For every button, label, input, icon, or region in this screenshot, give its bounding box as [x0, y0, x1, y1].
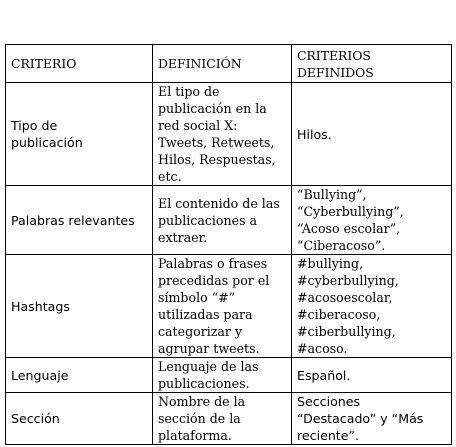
cell-line: símbolo “#” — [158, 290, 236, 305]
cell-definicion — [153, 83, 292, 186]
table-row — [6, 83, 452, 186]
table-row — [6, 358, 452, 393]
cell-line: agrupar tweets. — [158, 341, 260, 356]
header-criterios-definidos — [292, 45, 452, 83]
header-definicion: DEFINICIÓN — [153, 45, 292, 83]
table-row — [6, 255, 452, 358]
cell-line: etc. — [158, 169, 182, 184]
cell-line: #cyberbullying, — [297, 273, 399, 288]
cell-line: Español. — [297, 367, 351, 383]
cell-criterio — [6, 83, 153, 186]
cell-line: publicación — [11, 135, 83, 150]
cell-line: “Destacado” y “Más — [297, 411, 424, 426]
cell-line: #acosoescolar, — [297, 290, 393, 305]
cell-line: publicaciones. — [158, 376, 250, 391]
cell-definicion — [153, 358, 292, 393]
cell-criterio — [6, 186, 153, 255]
cell-line: Lenguaje — [11, 367, 69, 383]
cell-line: Palabras relevantes — [11, 212, 135, 228]
table-row — [6, 186, 452, 255]
cell-criterios-definidos — [292, 393, 452, 445]
cell-line: Lenguaje de las — [158, 359, 259, 374]
cell-line: sección de la — [158, 411, 241, 426]
cell-criterios-definidos — [292, 255, 452, 358]
cell-line: Hashtags — [11, 298, 70, 314]
cell-line: categorizar y — [158, 324, 243, 339]
cell-definicion — [153, 255, 292, 358]
table-header-row — [6, 45, 452, 83]
cell-definicion — [153, 186, 292, 255]
cell-line: extraer. — [158, 229, 208, 245]
criteria-table — [5, 44, 452, 445]
cell-line: El contenido de las — [158, 195, 280, 211]
cell-line: #ciberacoso, — [297, 307, 381, 322]
cell-line: Nombre de la — [158, 394, 246, 409]
cell-definicion — [153, 393, 292, 445]
cell-line: #bullying, — [297, 256, 364, 271]
cell-line: Secciones — [297, 394, 361, 409]
cell-line: publicación en la — [158, 101, 267, 116]
cell-line: #ciberbullying, — [297, 324, 396, 339]
cell-line: Tweets, Retweets, — [158, 135, 275, 150]
cell-line: Hilos. — [297, 126, 332, 142]
cell-criterio — [6, 358, 153, 393]
cell-line: red social X: — [158, 118, 238, 133]
header-criterios-definidos-line: CRITERIOS — [297, 47, 371, 63]
cell-line: precedidas por el — [158, 273, 270, 288]
cell-criterios-definidos — [292, 358, 452, 393]
header-criterio: CRITERIO — [6, 45, 153, 83]
cell-line: “Ciberacoso”. — [297, 238, 386, 253]
cell-line: plataforma. — [158, 428, 232, 443]
cell-line: Sección — [11, 411, 60, 426]
cell-line: publicaciones a — [158, 212, 258, 228]
cell-criterio — [6, 393, 153, 445]
cell-criterios-definidos — [292, 83, 452, 186]
cell-line: “Acoso escolar”, — [297, 221, 401, 236]
cell-line: Palabras o frases — [158, 256, 268, 271]
cell-line: El tipo de — [158, 84, 220, 99]
cell-line: utilizadas para — [158, 307, 253, 322]
cell-line: reciente”. — [297, 428, 360, 443]
cell-criterio — [6, 255, 153, 358]
cell-line: #acoso. — [297, 341, 348, 356]
cell-line: Hilos, Respuestas, — [158, 152, 276, 167]
cell-line: “Bullying”, — [297, 187, 367, 202]
table-row — [6, 393, 452, 445]
header-criterios-definidos-line: DEFINIDOS — [297, 64, 374, 80]
cell-line: Tipo de — [11, 118, 58, 133]
cell-line: “Cyberbullying”, — [297, 204, 404, 219]
cell-criterios-definidos — [292, 186, 452, 255]
